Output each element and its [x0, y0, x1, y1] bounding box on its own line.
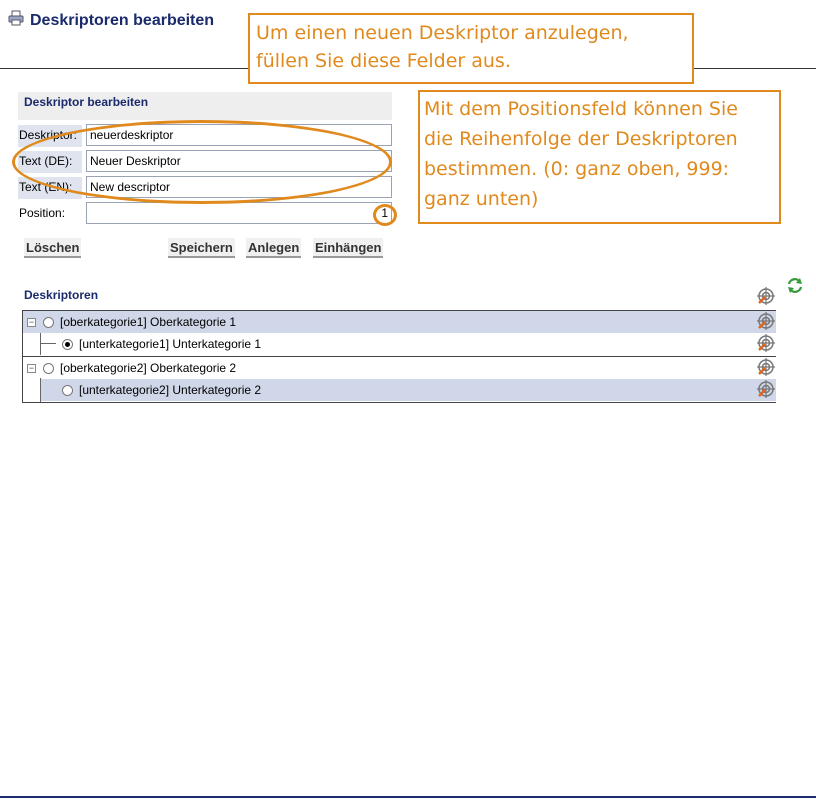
collapse-toggle-icon[interactable]: − — [28, 316, 35, 327]
page-title-text: Deskriptoren bearbeiten — [30, 11, 215, 29]
printer-icon[interactable] — [8, 10, 24, 31]
callout-line: Um einen neuen Deskriptor anzulegen, — [256, 22, 629, 44]
tree-radio[interactable] — [62, 385, 73, 396]
tree-row-unterkategorie1[interactable] — [62, 333, 776, 355]
create-button[interactable]: Anlegen — [246, 238, 301, 258]
target-icon[interactable] — [756, 286, 776, 306]
callout-line: ganz unten) — [424, 188, 539, 210]
tree-radio-selected[interactable] — [62, 339, 73, 350]
save-button[interactable]: Speichern — [168, 238, 235, 258]
target-icon[interactable] — [756, 379, 776, 399]
highlight-circle — [373, 204, 397, 226]
text-en-label: Text (EN): — [18, 177, 82, 199]
tree-connector — [40, 343, 56, 344]
callout-line: bestimmen. (0: ganz oben, 999: — [424, 158, 730, 180]
attach-button[interactable]: Einhängen — [313, 238, 383, 258]
tree-row-label: [oberkategorie1] Oberkategorie 1 — [60, 315, 237, 329]
footer-divider — [0, 796, 816, 798]
descriptor-label: Deskriptor: — [18, 125, 82, 147]
tree-row-label: [unterkategorie1] Unterkategorie 1 — [79, 337, 262, 351]
text-de-label: Text (DE): — [18, 151, 82, 173]
tree-row-oberkategorie2[interactable] — [23, 357, 776, 379]
target-icon[interactable] — [756, 357, 776, 377]
tree-connector — [40, 333, 41, 355]
tree-row-unterkategorie2[interactable] — [41, 379, 776, 401]
tree-row-label: [oberkategorie2] Oberkategorie 2 — [60, 361, 237, 375]
tree-radio[interactable] — [43, 317, 54, 328]
tree-radio[interactable] — [43, 363, 54, 374]
callout-new-descriptor — [248, 13, 694, 84]
callout-line: füllen Sie diese Felder aus. — [256, 50, 511, 72]
target-icon[interactable] — [756, 311, 776, 331]
page-title — [8, 10, 214, 31]
target-icon[interactable] — [756, 333, 776, 353]
collapse-toggle-icon[interactable]: − — [28, 362, 35, 373]
delete-button[interactable]: Löschen — [24, 238, 81, 258]
position-label: Position: — [19, 206, 66, 220]
highlight-ellipse — [12, 120, 392, 204]
refresh-icon[interactable] — [786, 276, 804, 297]
callout-line: Mit dem Positionsfeld können Sie — [424, 98, 738, 120]
tree-row-oberkategorie1[interactable] — [23, 311, 776, 333]
tree-heading: Deskriptoren — [24, 288, 99, 302]
form-heading: Deskriptor bearbeiten — [24, 95, 149, 109]
tree-row-label: [unterkategorie2] Unterkategorie 2 — [79, 383, 262, 397]
callout-line: die Reihenfolge der Deskriptoren — [424, 128, 738, 150]
position-input[interactable] — [86, 202, 392, 224]
callout-position-field — [418, 90, 781, 224]
